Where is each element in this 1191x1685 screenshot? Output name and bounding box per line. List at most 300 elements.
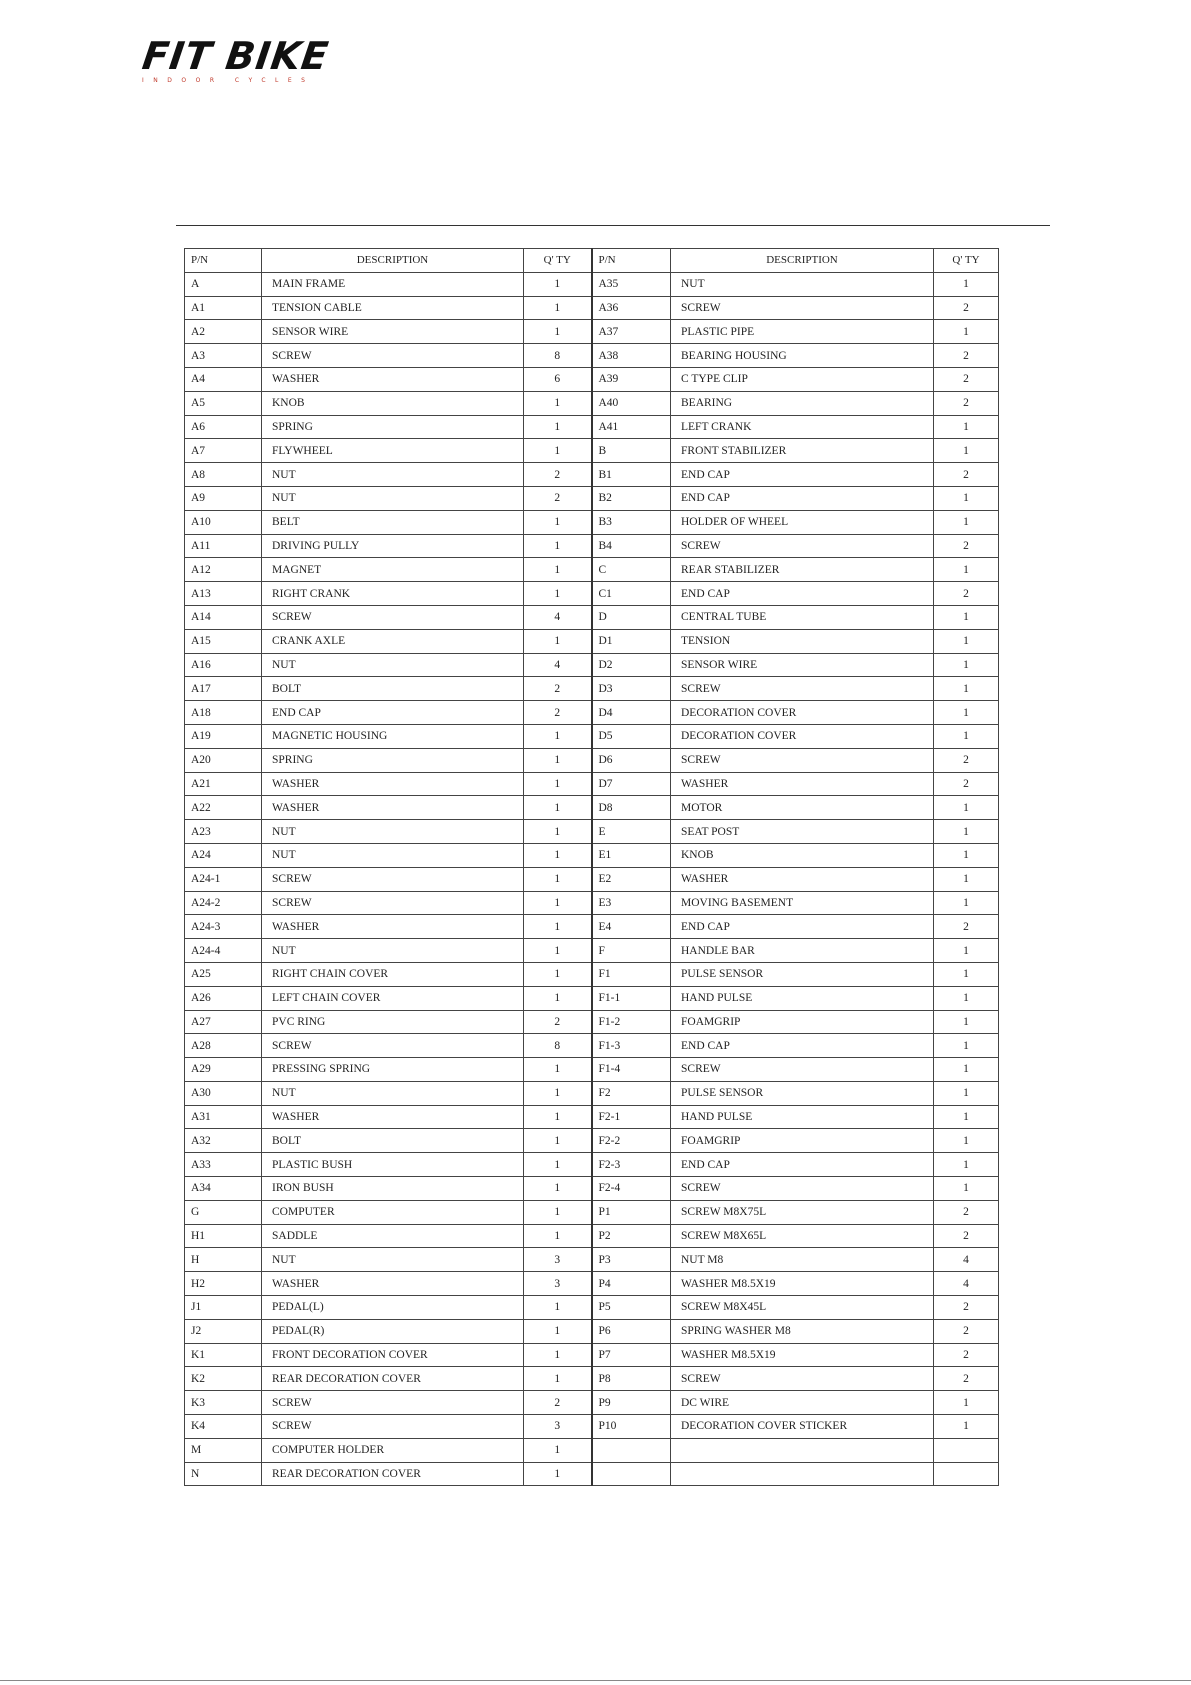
- description-cell: SCREW: [671, 296, 934, 320]
- description-cell: NUT M8: [671, 1248, 934, 1272]
- table-row: [185, 558, 999, 582]
- part-number-cell: B2: [592, 486, 671, 510]
- part-number-cell: J1: [185, 1296, 262, 1320]
- table-row: [185, 748, 999, 772]
- quantity-cell: 1: [934, 1129, 999, 1153]
- quantity-cell: 1: [524, 1105, 592, 1129]
- part-number-cell: D: [592, 605, 671, 629]
- quantity-cell: 1: [524, 629, 592, 653]
- quantity-cell: 2: [934, 534, 999, 558]
- part-number-cell: A2: [185, 320, 262, 344]
- description-cell: PEDAL(R): [262, 1319, 524, 1343]
- description-cell: HAND PULSE: [671, 986, 934, 1010]
- description-cell: SPRING WASHER M8: [671, 1319, 934, 1343]
- part-number-cell: E4: [592, 915, 671, 939]
- table-row: [185, 463, 999, 487]
- table-row: [185, 1248, 999, 1272]
- part-number-cell: P9: [592, 1391, 671, 1415]
- part-number-cell: A20: [185, 748, 262, 772]
- description-cell: NUT: [262, 1248, 524, 1272]
- description-cell: WASHER: [262, 1105, 524, 1129]
- part-number-cell: B1: [592, 463, 671, 487]
- description-cell: WASHER M8.5X19: [671, 1272, 934, 1296]
- part-number-cell: A38: [592, 344, 671, 368]
- quantity-cell: 1: [524, 558, 592, 582]
- table-row: [185, 344, 999, 368]
- part-number-cell: A25: [185, 962, 262, 986]
- quantity-cell: 2: [934, 1343, 999, 1367]
- quantity-cell: 1: [934, 439, 999, 463]
- part-number-cell: M: [185, 1438, 262, 1462]
- quantity-cell: 2: [934, 1319, 999, 1343]
- table-row: [185, 629, 999, 653]
- part-number-cell: A15: [185, 629, 262, 653]
- description-cell: NUT: [262, 820, 524, 844]
- quantity-cell: 3: [524, 1415, 592, 1439]
- quantity-cell: 1: [524, 796, 592, 820]
- quantity-cell: 1: [934, 1081, 999, 1105]
- quantity-cell: 1: [524, 320, 592, 344]
- quantity-cell: 1: [524, 891, 592, 915]
- quantity-cell: 1: [524, 986, 592, 1010]
- part-number-cell: A32: [185, 1129, 262, 1153]
- description-cell: FRONT DECORATION COVER: [262, 1343, 524, 1367]
- table-row: [185, 1343, 999, 1367]
- quantity-cell: 1: [934, 939, 999, 963]
- part-number-cell: E2: [592, 867, 671, 891]
- part-number-cell: A39: [592, 367, 671, 391]
- description-cell: SCREW: [671, 1058, 934, 1082]
- quantity-cell: 1: [934, 1415, 999, 1439]
- description-cell: TENSION CABLE: [262, 296, 524, 320]
- part-number-cell: [592, 1438, 671, 1462]
- table-row: [185, 962, 999, 986]
- part-number-cell: P2: [592, 1224, 671, 1248]
- quantity-cell: 2: [524, 1010, 592, 1034]
- part-number-cell: A33: [185, 1153, 262, 1177]
- description-cell: SENSOR WIRE: [262, 320, 524, 344]
- quantity-cell: 4: [934, 1272, 999, 1296]
- part-number-cell: B: [592, 439, 671, 463]
- description-cell: END CAP: [671, 915, 934, 939]
- table-row: [185, 820, 999, 844]
- description-cell: END CAP: [262, 701, 524, 725]
- part-number-cell: F2-3: [592, 1153, 671, 1177]
- quantity-cell: 2: [524, 677, 592, 701]
- description-cell: COMPUTER: [262, 1200, 524, 1224]
- quantity-cell: 1: [524, 1177, 592, 1201]
- quantity-cell: 4: [524, 605, 592, 629]
- description-cell: KNOB: [262, 391, 524, 415]
- part-number-cell: A10: [185, 510, 262, 534]
- table-row: [185, 1391, 999, 1415]
- quantity-cell: 1: [524, 415, 592, 439]
- table-row: [185, 1010, 999, 1034]
- description-cell: CENTRAL TUBE: [671, 605, 934, 629]
- part-number-cell: C: [592, 558, 671, 582]
- quantity-cell: 1: [524, 1343, 592, 1367]
- quantity-cell: 1: [934, 486, 999, 510]
- part-number-cell: P5: [592, 1296, 671, 1320]
- quantity-cell: 1: [524, 843, 592, 867]
- header-pn: P/N: [185, 249, 262, 273]
- table-row: [185, 296, 999, 320]
- table-row: [185, 915, 999, 939]
- quantity-cell: 1: [934, 796, 999, 820]
- description-cell: SCREW: [671, 1367, 934, 1391]
- description-cell: FLYWHEEL: [262, 439, 524, 463]
- header-description: DESCRIPTION: [671, 249, 934, 273]
- description-cell: HAND PULSE: [671, 1105, 934, 1129]
- part-number-cell: A22: [185, 796, 262, 820]
- description-cell: DECORATION COVER: [671, 701, 934, 725]
- quantity-cell: 2: [934, 391, 999, 415]
- quantity-cell: 1: [934, 1034, 999, 1058]
- description-cell: SCREW: [262, 1034, 524, 1058]
- table-row: [185, 1058, 999, 1082]
- quantity-cell: 1: [524, 1200, 592, 1224]
- description-cell: NUT: [262, 463, 524, 487]
- description-cell: WASHER: [262, 772, 524, 796]
- quantity-cell: 1: [524, 820, 592, 844]
- part-number-cell: F1-4: [592, 1058, 671, 1082]
- part-number-cell: [592, 1462, 671, 1486]
- quantity-cell: 1: [524, 1058, 592, 1082]
- description-cell: REAR STABILIZER: [671, 558, 934, 582]
- table-row: [185, 605, 999, 629]
- part-number-cell: P1: [592, 1200, 671, 1224]
- description-cell: MOVING BASEMENT: [671, 891, 934, 915]
- part-number-cell: D6: [592, 748, 671, 772]
- quantity-cell: 1: [524, 1224, 592, 1248]
- table-row: [185, 1367, 999, 1391]
- part-number-cell: D8: [592, 796, 671, 820]
- quantity-cell: 1: [934, 891, 999, 915]
- description-cell: WASHER: [262, 1272, 524, 1296]
- quantity-cell: 1: [524, 1081, 592, 1105]
- quantity-cell: [934, 1438, 999, 1462]
- quantity-cell: [934, 1462, 999, 1486]
- part-number-cell: A19: [185, 724, 262, 748]
- quantity-cell: 1: [934, 1153, 999, 1177]
- part-number-cell: E3: [592, 891, 671, 915]
- description-cell: NUT: [671, 272, 934, 296]
- brand-name: FIT BIKE: [139, 34, 332, 78]
- quantity-cell: 2: [934, 1200, 999, 1224]
- description-cell: SPRING: [262, 415, 524, 439]
- part-number-cell: F2-2: [592, 1129, 671, 1153]
- description-cell: WASHER: [262, 915, 524, 939]
- part-number-cell: A: [185, 272, 262, 296]
- table-header-row: [185, 249, 999, 273]
- table-row: [185, 534, 999, 558]
- description-cell: PLASTIC PIPE: [671, 320, 934, 344]
- brand-tagline: INDOOR CYCLES: [142, 77, 315, 84]
- part-number-cell: P3: [592, 1248, 671, 1272]
- part-number-cell: A24-3: [185, 915, 262, 939]
- quantity-cell: 1: [934, 629, 999, 653]
- part-number-cell: A31: [185, 1105, 262, 1129]
- part-number-cell: A4: [185, 367, 262, 391]
- description-cell: PULSE SENSOR: [671, 962, 934, 986]
- quantity-cell: 1: [934, 272, 999, 296]
- description-cell: LEFT CHAIN COVER: [262, 986, 524, 1010]
- part-number-cell: P7: [592, 1343, 671, 1367]
- quantity-cell: 8: [524, 1034, 592, 1058]
- part-number-cell: P8: [592, 1367, 671, 1391]
- table-row: [185, 510, 999, 534]
- quantity-cell: 1: [524, 534, 592, 558]
- quantity-cell: 1: [934, 867, 999, 891]
- description-cell: FOAMGRIP: [671, 1010, 934, 1034]
- description-cell: SPRING: [262, 748, 524, 772]
- part-number-cell: F2-4: [592, 1177, 671, 1201]
- part-number-cell: H: [185, 1248, 262, 1272]
- quantity-cell: 1: [524, 1153, 592, 1177]
- parts-list-table: [184, 248, 999, 1486]
- description-cell: NUT: [262, 653, 524, 677]
- quantity-cell: 2: [934, 1367, 999, 1391]
- part-number-cell: E: [592, 820, 671, 844]
- part-number-cell: K1: [185, 1343, 262, 1367]
- quantity-cell: 1: [524, 296, 592, 320]
- part-number-cell: A41: [592, 415, 671, 439]
- description-cell: SCREW: [262, 867, 524, 891]
- table-row: [185, 724, 999, 748]
- table-row: [185, 272, 999, 296]
- part-number-cell: A1: [185, 296, 262, 320]
- quantity-cell: 4: [934, 1248, 999, 1272]
- part-number-cell: F: [592, 939, 671, 963]
- part-number-cell: A5: [185, 391, 262, 415]
- part-number-cell: B3: [592, 510, 671, 534]
- description-cell: C TYPE CLIP: [671, 367, 934, 391]
- part-number-cell: E1: [592, 843, 671, 867]
- part-number-cell: A35: [592, 272, 671, 296]
- description-cell: SCREW M8X45L: [671, 1296, 934, 1320]
- description-cell: NUT: [262, 843, 524, 867]
- quantity-cell: 2: [934, 344, 999, 368]
- description-cell: SCREW: [262, 344, 524, 368]
- quantity-cell: 1: [934, 320, 999, 344]
- description-cell: REAR DECORATION COVER: [262, 1367, 524, 1391]
- description-cell: DECORATION COVER STICKER: [671, 1415, 934, 1439]
- part-number-cell: K4: [185, 1415, 262, 1439]
- description-cell: WASHER: [262, 796, 524, 820]
- quantity-cell: 2: [934, 463, 999, 487]
- part-number-cell: H2: [185, 1272, 262, 1296]
- part-number-cell: P6: [592, 1319, 671, 1343]
- page-bottom-rule: [0, 1680, 1191, 1681]
- quantity-cell: 1: [934, 1058, 999, 1082]
- description-cell: DC WIRE: [671, 1391, 934, 1415]
- quantity-cell: 1: [934, 653, 999, 677]
- table-row: [185, 415, 999, 439]
- quantity-cell: 2: [524, 701, 592, 725]
- table-row: [185, 772, 999, 796]
- description-cell: COMPUTER HOLDER: [262, 1438, 524, 1462]
- description-cell: MAIN FRAME: [262, 272, 524, 296]
- description-cell: IRON BUSH: [262, 1177, 524, 1201]
- description-cell: BOLT: [262, 677, 524, 701]
- description-cell: LEFT CRANK: [671, 415, 934, 439]
- description-cell: PULSE SENSOR: [671, 1081, 934, 1105]
- quantity-cell: 1: [524, 1129, 592, 1153]
- quantity-cell: 1: [934, 510, 999, 534]
- part-number-cell: A7: [185, 439, 262, 463]
- quantity-cell: 1: [524, 724, 592, 748]
- description-cell: SCREW: [671, 677, 934, 701]
- description-cell: SCREW: [262, 1391, 524, 1415]
- description-cell: [671, 1438, 934, 1462]
- quantity-cell: 8: [524, 344, 592, 368]
- quantity-cell: 1: [524, 939, 592, 963]
- quantity-cell: 1: [934, 1010, 999, 1034]
- part-number-cell: G: [185, 1200, 262, 1224]
- quantity-cell: 1: [524, 510, 592, 534]
- quantity-cell: 1: [934, 724, 999, 748]
- part-number-cell: A9: [185, 486, 262, 510]
- description-cell: END CAP: [671, 582, 934, 606]
- quantity-cell: 1: [524, 1296, 592, 1320]
- description-cell: SENSOR WIRE: [671, 653, 934, 677]
- description-cell: RIGHT CRANK: [262, 582, 524, 606]
- description-cell: BOLT: [262, 1129, 524, 1153]
- part-number-cell: A36: [592, 296, 671, 320]
- description-cell: HANDLE BAR: [671, 939, 934, 963]
- quantity-cell: 1: [524, 439, 592, 463]
- part-number-cell: A24-1: [185, 867, 262, 891]
- description-cell: PLASTIC BUSH: [262, 1153, 524, 1177]
- parts-table-body: [185, 272, 999, 1486]
- description-cell: WASHER: [671, 772, 934, 796]
- description-cell: TENSION: [671, 629, 934, 653]
- quantity-cell: 2: [934, 1296, 999, 1320]
- brand-logo: [140, 36, 340, 82]
- table-row: [185, 1272, 999, 1296]
- part-number-cell: A24-2: [185, 891, 262, 915]
- description-cell: NUT: [262, 1081, 524, 1105]
- description-cell: HOLDER OF WHEEL: [671, 510, 934, 534]
- quantity-cell: 1: [934, 1105, 999, 1129]
- part-number-cell: A24: [185, 843, 262, 867]
- quantity-cell: 1: [934, 986, 999, 1010]
- part-number-cell: F2: [592, 1081, 671, 1105]
- part-number-cell: D7: [592, 772, 671, 796]
- quantity-cell: 2: [934, 748, 999, 772]
- table-row: [185, 1081, 999, 1105]
- description-cell: END CAP: [671, 463, 934, 487]
- part-number-cell: D1: [592, 629, 671, 653]
- quantity-cell: 6: [524, 367, 592, 391]
- part-number-cell: A30: [185, 1081, 262, 1105]
- description-cell: SADDLE: [262, 1224, 524, 1248]
- table-row: [185, 582, 999, 606]
- quantity-cell: 1: [934, 558, 999, 582]
- quantity-cell: 2: [934, 582, 999, 606]
- part-number-cell: A6: [185, 415, 262, 439]
- part-number-cell: A12: [185, 558, 262, 582]
- description-cell: SCREW: [671, 748, 934, 772]
- part-number-cell: P10: [592, 1415, 671, 1439]
- quantity-cell: 1: [934, 677, 999, 701]
- part-number-cell: C1: [592, 582, 671, 606]
- description-cell: MAGNET: [262, 558, 524, 582]
- table-row: [185, 1319, 999, 1343]
- part-number-cell: F1-3: [592, 1034, 671, 1058]
- table-row: [185, 1415, 999, 1439]
- quantity-cell: 1: [524, 772, 592, 796]
- description-cell: SCREW M8X75L: [671, 1200, 934, 1224]
- table-row: [185, 677, 999, 701]
- description-cell: MAGNETIC HOUSING: [262, 724, 524, 748]
- table-row: [185, 891, 999, 915]
- part-number-cell: F2-1: [592, 1105, 671, 1129]
- quantity-cell: 1: [524, 1438, 592, 1462]
- quantity-cell: 2: [934, 296, 999, 320]
- header-description: DESCRIPTION: [262, 249, 524, 273]
- part-number-cell: K2: [185, 1367, 262, 1391]
- quantity-cell: 2: [524, 1391, 592, 1415]
- quantity-cell: 1: [524, 391, 592, 415]
- quantity-cell: 1: [524, 1462, 592, 1486]
- quantity-cell: 1: [934, 962, 999, 986]
- quantity-cell: 2: [934, 915, 999, 939]
- quantity-cell: 1: [524, 915, 592, 939]
- description-cell: [671, 1462, 934, 1486]
- part-number-cell: A3: [185, 344, 262, 368]
- description-cell: END CAP: [671, 486, 934, 510]
- description-cell: BEARING: [671, 391, 934, 415]
- description-cell: SCREW M8X65L: [671, 1224, 934, 1248]
- part-number-cell: A8: [185, 463, 262, 487]
- quantity-cell: 1: [524, 748, 592, 772]
- description-cell: SCREW: [671, 534, 934, 558]
- quantity-cell: 2: [934, 367, 999, 391]
- quantity-cell: 1: [524, 272, 592, 296]
- table-row: [185, 1200, 999, 1224]
- header-qty: Q' TY: [524, 249, 592, 273]
- part-number-cell: A17: [185, 677, 262, 701]
- quantity-cell: 1: [934, 415, 999, 439]
- header-rule: [176, 225, 1050, 226]
- description-cell: DECORATION COVER: [671, 724, 934, 748]
- quantity-cell: 2: [524, 486, 592, 510]
- table-row: [185, 653, 999, 677]
- table-row: [185, 1438, 999, 1462]
- description-cell: SCREW: [262, 891, 524, 915]
- part-number-cell: F1: [592, 962, 671, 986]
- part-number-cell: D5: [592, 724, 671, 748]
- table-row: [185, 939, 999, 963]
- description-cell: SCREW: [262, 605, 524, 629]
- part-number-cell: A40: [592, 391, 671, 415]
- table-row: [185, 1034, 999, 1058]
- table-row: [185, 701, 999, 725]
- description-cell: BEARING HOUSING: [671, 344, 934, 368]
- part-number-cell: H1: [185, 1224, 262, 1248]
- table-row: [185, 843, 999, 867]
- quantity-cell: 1: [934, 701, 999, 725]
- description-cell: BELT: [262, 510, 524, 534]
- quantity-cell: 1: [524, 867, 592, 891]
- part-number-cell: D3: [592, 677, 671, 701]
- part-number-cell: A26: [185, 986, 262, 1010]
- quantity-cell: 1: [524, 962, 592, 986]
- part-number-cell: P4: [592, 1272, 671, 1296]
- description-cell: REAR DECORATION COVER: [262, 1462, 524, 1486]
- part-number-cell: D4: [592, 701, 671, 725]
